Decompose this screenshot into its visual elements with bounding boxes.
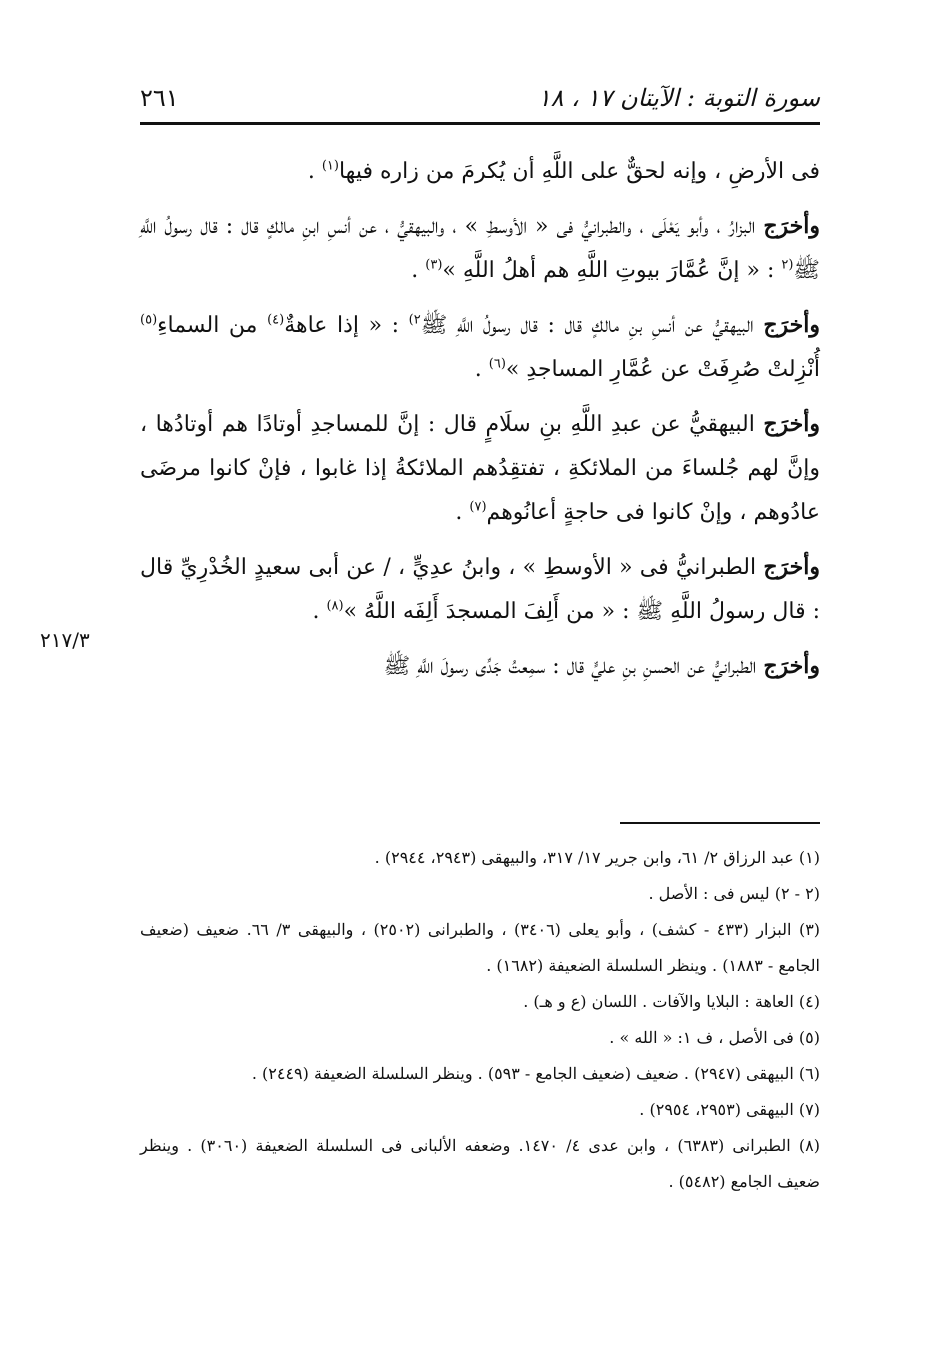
footnotes xyxy=(140,840,820,1200)
paragraph: وأخرَج الطبرانيُّ فى « الأوسطِ » ، وابنُ عدِيٍّ ، / عن أبى سعيدٍ الخُدْرِيِّ قال : قال رسولُ اللَّهِ ﷺ : « من أَلِفَ المسجدَ أَلِفَه اللَّهُ »$^{(٨)}$ . xyxy=(140,554,820,624)
paragraph: وأخرَج البزارُ ، وأبو يَعْلَى ، والطبرانيُّ فى « الأوسطِ » ، والبيهقيُّ ، عن أنسِ ابنِ مالكٍ قال : قال رسولُ اللَّهِ ﷺ$^{(٢}$ : « إنَّ عُمَّارَ بيوتِ اللَّهِ هم أهلُ اللَّهِ »$^{(٣)}$ . xyxy=(140,213,820,283)
footnote: (٧) البيهقى (٢٩٥٣، ٢٩٥٤) . xyxy=(639,1100,820,1119)
footnote: (٤) العاهة : البلايا والآفات . اللسان (ع و هـ) . xyxy=(523,992,820,1011)
footnote-separator xyxy=(620,822,820,824)
footnote: (٨) الطبرانى (٦٣٨٣) ، وابن عدى ٤/ ١٤٧٠. وضعفه الألبانى فى السلسلة الضعيفة (٣٠٦٠) . وينظر ضعيف الجامع (٥٤٨٢) . xyxy=(140,1136,821,1191)
footnote: (٢ - ٢) ليس فى : الأصل . xyxy=(648,884,820,903)
margin-reference: ٢١٧/٣ xyxy=(40,628,90,652)
page-number: ٢٦١ xyxy=(140,84,179,112)
paragraph: وأخرَج البيهقيُّ عن أنسِ بنِ مالكٍ قال : قال رسولُ اللَّهِ ﷺ$^{٢)}$ : « إذا عاهةٌ$^{(٤)}$ من السماءِ$^{(٥)}$ أُنْزِلتْ صُرِفَتْ عن عُمَّارِ المساجدِ »$^{(٦)}$ . xyxy=(140,312,820,382)
footnote: (٥) فى الأصل ، ف ١: « الله » . xyxy=(609,1028,820,1047)
page-header xyxy=(140,78,820,118)
running-title: سورة التوبة : الآيتان ١٧ ، ١٨ xyxy=(537,84,820,112)
paragraph: فى الأرضِ ، وإنه لحقٌّ على اللَّهِ أن يُكرمَ من زاره فيها$^{(١)}$ . xyxy=(307,158,820,184)
main-text xyxy=(140,150,820,699)
footnote: (١) عبد الرزاق ٢/ ٦١، وابن جرير ١٧/ ٣١٧، والبيهقى (٢٩٤٣، ٢٩٤٤) . xyxy=(374,848,820,867)
paragraph: وأخرَج البيهقيُّ عن عبدِ اللَّهِ بنِ سلَامٍ قال : إنَّ للمساجدِ أوتادًا هم أوتادُها ، وإنَّ لهم جُلساءَ من الملائكةِ ، تفتقِدُهم الملائكةُ إذا غابوا ، فإنْ كانوا مرضَى عادُوهم ، وإنْ كانوا فى حاجةٍ أعانُوهم$^{(٧)}$ . xyxy=(140,411,820,525)
header-rule xyxy=(140,122,820,125)
paragraph: وأخرَج الطبرانيُّ عن الحسنِ بنِ عليٍّ قال : سمِعتُ جَدِّى رسولَ اللَّهِ ﷺ xyxy=(383,653,820,679)
footnote: (٦) البيهقى (٢٩٤٧) . ضعيف (ضعيف الجامع - ٥٩٣) . وينظر السلسلة الضعيفة (٢٤٤٩) . xyxy=(251,1064,820,1083)
footnote: (٣) البزار (٤٣٣ - كشف) ، وأبو يعلى (٣٤٠٦) ، والطبرانى (٢٥٠٢) ، والبيهقى ٣/ ٦٦. ضعيف (ضعيف الجامع - ١٨٨٣) . وينظر السلسلة الضعيفة (١٦٨٢) . xyxy=(140,920,821,975)
